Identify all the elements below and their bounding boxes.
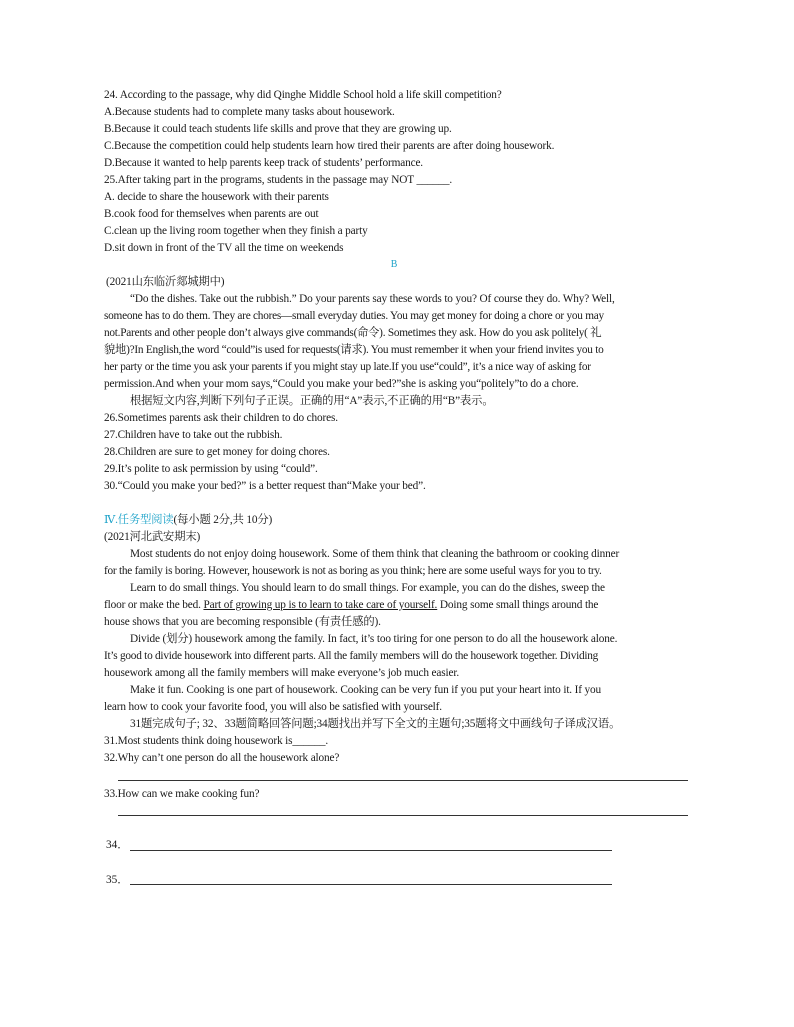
q33: 33.How can we make cooking fun? xyxy=(104,788,260,800)
section-iv-source: (2021河北武安期末) xyxy=(104,531,201,543)
passage-iv-line-4 xyxy=(104,598,598,612)
passage-iv-line-2: for the family is boring. However, housework is not as boring as you think; here are some useful ways for you to try. xyxy=(104,565,602,577)
passage-iv-line-8: housework among all the family members will make everyone’s job much easier. xyxy=(104,667,460,679)
q34-answer-line[interactable] xyxy=(130,850,612,851)
q28: 28.Children are sure to get money for doing chores. xyxy=(104,446,330,458)
q30: 30.“Could you make your bed?” is a better request than“Make your bed”. xyxy=(104,480,426,492)
q26: 26.Sometimes parents ask their children to do chores. xyxy=(104,412,338,424)
passage-iv-line-7: It’s good to divide housework into different parts. All the family members will do the housework together. Dividing xyxy=(104,650,599,662)
q34-number: 34． xyxy=(106,839,129,851)
q25-option-d: D.sit down in front of the TV all the time on weekends xyxy=(104,242,344,254)
q35-number: 35． xyxy=(106,874,129,886)
q24-option-c: C.Because the competition could help students learn how tired their parents are after doing housework. xyxy=(104,140,555,152)
underlined-sentence: Part of growing up is to learn to take care of yourself. xyxy=(203,599,438,611)
passage-iv-line-4-pre: floor or make the bed. xyxy=(104,599,204,611)
section-iv-title: Ⅳ.任务型阅读 xyxy=(104,514,174,526)
passage-b-line-1: “Do the dishes. Take out the rubbish.” Do your parents say these words to you? Of course they do. Why? Well, xyxy=(130,293,615,305)
q25-option-b: B.cook food for themselves when parents are out xyxy=(104,208,319,220)
passage-iv-line-4-post: Doing some small things around the xyxy=(437,599,599,611)
q25-option-a: A. decide to share the housework with their parents xyxy=(104,191,329,203)
passage-iv-line-6: Divide (划分) housework among the family. In fact, it’s too tiring for one person to do all the housework alone. xyxy=(130,633,618,645)
passage-b-line-2: someone has to do them. They are chores—small everyday duties. You may get money for doing a chore or you may xyxy=(104,310,604,322)
q32-answer-line[interactable] xyxy=(118,780,688,781)
section-b-instruction: 根据短文内容,判断下列句子正误。正确的用“A”表示,不正确的用“B”表示。 xyxy=(130,395,494,407)
passage-iv-line-3: Learn to do small things. You should learn to do small things. For example, you can do the dishes, sweep the xyxy=(130,582,605,594)
passage-iv-line-9: Make it fun. Cooking is one part of housework. Cooking can be very fun if you put your heart into it. If you xyxy=(130,684,602,696)
section-iv-heading xyxy=(104,513,272,527)
q29: 29.It’s polite to ask permission by using “could”. xyxy=(104,463,318,475)
section-b-letter: B xyxy=(390,259,398,270)
q24-option-d: D.Because it wanted to help parents keep track of students’ performance. xyxy=(104,157,423,169)
passage-iv-line-5: house shows that you are becoming responsible (有责任感的). xyxy=(104,616,381,628)
q24-option-a: A.Because students had to complete many tasks about housework. xyxy=(104,106,395,118)
q31: 31.Most students think doing housework is______. xyxy=(104,735,329,747)
passage-b-line-5: her party or the time you ask your parents if you might stay up late.If you use“could”, it’s a nice way of asking for xyxy=(104,361,591,373)
passage-b-line-3: not.Parents and other people don’t always give commands(命令). Sometimes they ask. How do you ask politely( 礼 xyxy=(104,327,602,339)
section-iv-points: (每小题 2分,共 10分) xyxy=(173,514,273,526)
q24-option-b: B.Because it could teach students life skills and prove that they are growing up. xyxy=(104,123,452,135)
section-b-source: (2021山东临沂郯城期中) xyxy=(106,276,225,288)
q25-stem: 25.After taking part in the programs, students in the passage may NOT ______. xyxy=(104,174,453,186)
passage-iv-line-10: learn how to cook your favorite food, you will also be satisfied with yourself. xyxy=(104,701,442,713)
q35-answer-line[interactable] xyxy=(130,884,612,885)
section-iv-instruction: 31题完成句子; 32、33题简略回答问题;34题找出并写下全文的主题句;35题将文中画线句子译成汉语。 xyxy=(130,718,621,730)
q27: 27.Children have to take out the rubbish. xyxy=(104,429,283,441)
q32: 32.Why can’t one person do all the housework alone? xyxy=(104,752,340,764)
q33-answer-line[interactable] xyxy=(118,815,688,816)
q25-option-c: C.clean up the living room together when they finish a party xyxy=(104,225,368,237)
passage-iv-line-1: Most students do not enjoy doing housework. Some of them think that cleaning the bathroom or cooking dinner xyxy=(130,548,620,560)
passage-b-line-6: permission.And when your mom says,“Could you make your bed?”she is asking you“politely”to do a chore. xyxy=(104,378,579,390)
q24-stem: 24. According to the passage, why did Qinghe Middle School hold a life skill competition? xyxy=(104,89,502,101)
passage-b-line-4: 貌地)?In English,the word “could”is used for requests(请求). You must remember it when your friend invites you to xyxy=(104,344,604,356)
